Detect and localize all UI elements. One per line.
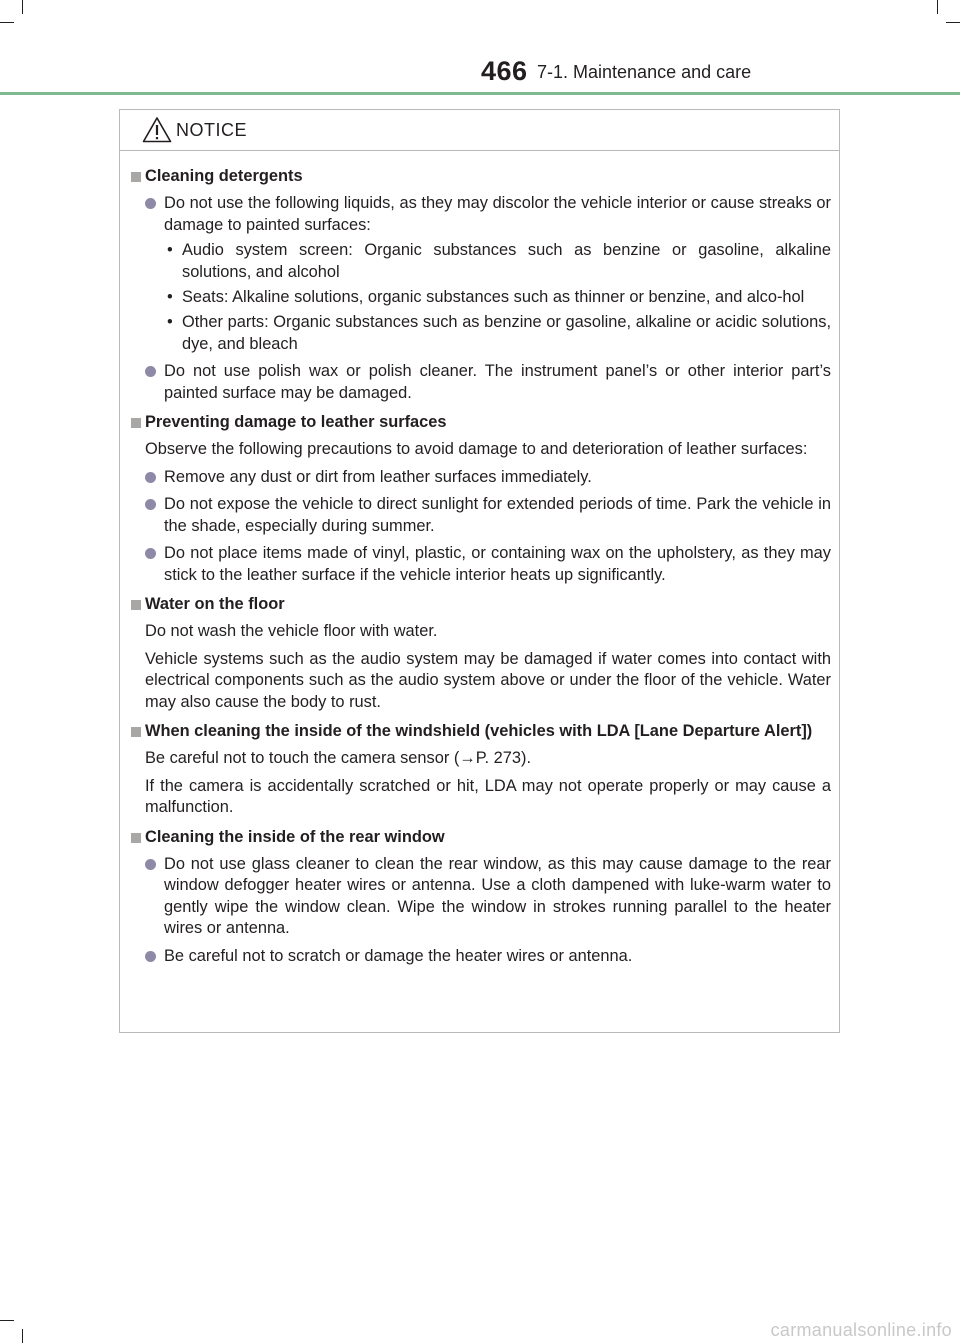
paragraph: Observe the following precautions to avoid damage to and deterioration of leather surfaces: xyxy=(145,440,808,459)
bullet-text: Do not expose the vehicle to direct sunlight for extended periods of time. Park the vehicle in the shade, especially during summer. xyxy=(164,495,831,535)
sub-bullet-icon: • xyxy=(167,313,173,332)
heading-square-icon xyxy=(131,418,141,428)
paragraph: Do not wash the vehicle floor with water. xyxy=(145,622,438,641)
section-heading xyxy=(131,594,831,615)
crop-mark xyxy=(0,1320,14,1321)
section-heading xyxy=(131,827,831,848)
sub-list-item xyxy=(131,287,831,308)
bullet-dot-icon xyxy=(145,366,156,377)
section-heading-text: Preventing damage to leather surfaces xyxy=(145,413,447,432)
heading-square-icon xyxy=(131,172,141,182)
bullet-dot-icon xyxy=(145,472,156,483)
notice-header xyxy=(120,110,839,151)
bullet-text: Do not use the following liquids, as they may discolor the vehicle interior or cause streaks or damage to painted surfaces: xyxy=(164,194,831,234)
bullet-item xyxy=(131,361,831,404)
sub-item-text: Audio system screen: Organic substances such as benzine or gasoline, alkaline solutions, and alcohol xyxy=(182,241,831,281)
section-heading xyxy=(131,721,831,742)
bullet-text: Do not use glass cleaner to clean the rear window, as this may cause damage to the rear window defogger heater wires or antenna. Use a cloth dampened with luke-warm water to gently wipe the window clean. Wipe the window in strokes running parallel to the heater wires or antenna. xyxy=(164,854,831,938)
warning-triangle-icon xyxy=(142,116,172,143)
bullet-item xyxy=(131,494,831,537)
sub-list-item xyxy=(131,240,831,283)
bullet-item xyxy=(131,543,831,586)
bullet-dot-icon xyxy=(145,548,156,559)
bullet-text: Do not place items made of vinyl, plastic, or containing wax on the upholstery, as they may stick to the leather surface if the vehicle interior heats up significantly. xyxy=(164,544,831,584)
section-heading-text: Water on the floor xyxy=(145,594,285,613)
section-title: 7-1. Maintenance and care xyxy=(537,62,752,82)
section-heading-text: When cleaning the inside of the windshield (vehicles with LDA [Lane Departure Alert]) xyxy=(145,721,813,740)
bullet-item xyxy=(131,193,831,236)
bullet-dot-icon xyxy=(145,499,156,510)
page-header xyxy=(0,0,960,100)
notice-box xyxy=(119,109,840,1033)
paragraph: Vehicle systems such as the audio system may be damaged if water comes into contact with electrical components such as the audio system above or under the floor of the vehicle. Water may also cause the body to rust. xyxy=(145,649,831,711)
heading-square-icon xyxy=(131,833,141,843)
bullet-dot-icon xyxy=(145,951,156,962)
sub-item-text: Other parts: Organic substances such as benzine or gasoline, alkaline or acidic solutions, dye, and bleach xyxy=(182,313,831,353)
bullet-item xyxy=(131,467,831,488)
sub-item-text: Seats: Alkaline solutions, organic substances such as thinner or benzine, and alco-hol xyxy=(182,288,805,307)
paragraph: If the camera is accidentally scratched or hit, LDA may not operate properly or may cause a malfunction. xyxy=(145,776,831,817)
bullet-item xyxy=(131,946,831,967)
section-heading xyxy=(131,412,831,433)
paragraph: Be careful not to touch the camera sensor (→P. 273). xyxy=(145,749,531,768)
bullet-dot-icon xyxy=(145,198,156,209)
page-number: 466 xyxy=(481,56,528,86)
bullet-text: Remove any dust or dirt from leather surfaces immediately. xyxy=(164,467,592,486)
sub-bullet-icon: • xyxy=(167,241,173,260)
bullet-item xyxy=(131,854,831,940)
bullet-text: Be careful not to scratch or damage the heater wires or antenna. xyxy=(164,946,633,965)
heading-square-icon xyxy=(131,727,141,737)
header-rule xyxy=(0,92,960,95)
notice-label: NOTICE xyxy=(176,120,248,140)
bullet-dot-icon xyxy=(145,859,156,870)
section-heading-text: Cleaning the inside of the rear window xyxy=(145,827,445,846)
sub-list-item xyxy=(131,312,831,355)
section-heading xyxy=(131,166,831,187)
watermark: carmanualsonline.info xyxy=(770,1320,952,1340)
sub-bullet-icon: • xyxy=(167,288,173,307)
bullet-text: Do not use polish wax or polish cleaner. The instrument panel’s or other interior part’s painted surface may be damaged. xyxy=(164,362,831,402)
section-heading-text: Cleaning detergents xyxy=(145,167,303,185)
notice-content xyxy=(131,166,831,967)
crop-mark xyxy=(22,1329,23,1343)
heading-square-icon xyxy=(131,600,141,610)
